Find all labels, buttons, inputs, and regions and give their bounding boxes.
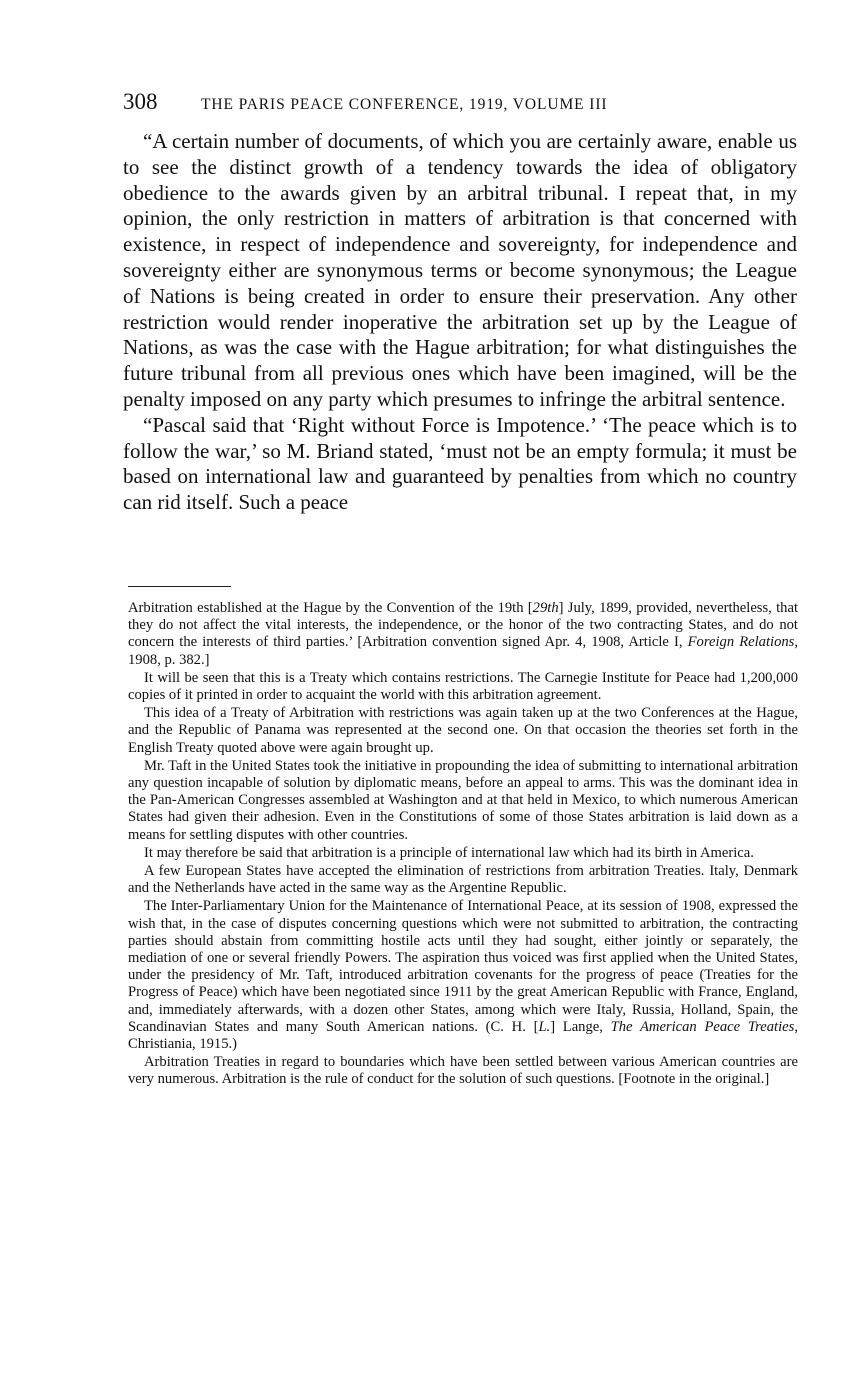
- main-text: [123, 129, 797, 516]
- running-title: THE PARIS PEACE CONFERENCE, 1919, VOLUME III: [201, 96, 608, 113]
- footnote-paragraph: Mr. Taft in the United States took the initiative in propounding the idea of submitting to international arbitration any question incapable of solution by diplomatic means, before an appeal to arms. This was the dominant idea in the Pan-American Congresses assembled at Washington and at that held in Mexico, to which numerous American States had given their adhesion. Even in the Constitutions of some of those States arbitration is laid down as a means for settling disputes with other countries.: [128, 757, 798, 843]
- footnotes: [128, 600, 798, 1090]
- footnote-paragraph: Arbitration Treaties in regard to boundaries which have been settled between various American countries are very numerous. Arbitration is the rule of conduct for the solution of such questions. [Footnote in the original.]: [128, 1054, 798, 1088]
- footnote-paragraph: The Inter-Parliamentary Union for the Maintenance of International Peace, at its session of 1908, expressed the wish that, in the case of disputes concerning questions which were not submitted to arbitration, the contracting parties should abstain from committing hostile acts until they had sought, either jointly or separately, the mediation of one or several friendly Powers. The aspiration thus voiced was first applied when the United States, under the presidency of Mr. Taft, introduced arbitration covenants for the progress of peace (Treaties for the Progress of Peace) which have been negotiated since 1911 by the great American Republic with France, England, and, immediately afterwards, with a dozen other States, among which were Italy, Russia, Holland, Spain, the Scandinavian States and many South American nations. (C. H. [L.] Lange, The American Peace Treaties, Christiania, 1915.): [128, 898, 798, 1053]
- footnote-paragraph: This idea of a Treaty of Arbitration with restrictions was again taken up at the two Conferences at the Hague, and the Republic of Panama was represented at the second one. On that occasion the theories set forth in the English Treaty quoted above were again brought up.: [128, 705, 798, 756]
- page-number: 308: [123, 89, 158, 114]
- footnote-paragraph: It will be seen that this is a Treaty which contains restrictions. The Carnegie Institute for Peace had 1,200,000 copies of it printed in order to acquaint the world with this arbitration agreement.: [128, 669, 798, 704]
- body-paragraph: “A certain number of documents, of which you are certainly aware, enable us to see the distinct growth of a tendency towards the idea of obligatory obedience to the awards given by an arbitral tribunal. I repeat that, in my opinion, the only restriction in matters of arbitration is that concerned with existence, in respect of independence and sovereignty, for independence and sovereignty either are synonymous terms or become synonymous; the League of Nations is being created in order to ensure their preservation. Any other restriction would render inoperative the arbitration set up by the League of Nations, as was the case with the Hague arbitration; for what distinguishes the future tribunal from all previous ones which have been imagined, will be the penalty imposed on any party which presumes to infringe the arbitral sentence.: [123, 129, 797, 411]
- footnote-paragraph: Arbitration established at the Hague by the Convention of the 19th [29th] July, 1899, provided, nevertheless, that they do not affect the vital interests, the independence, or the honor of the two contracting States, and do not concern the interests of third parties.’ [Arbitration convention signed Apr. 4, 1908, Article I, Foreign Relations, 1908, p. 382.]: [128, 600, 799, 668]
- footnote-paragraph: A few European States have accepted the elimination of restrictions from arbitration Treaties. Italy, Denmark and the Netherlands have acted in the same way as the Argentine Republic.: [128, 863, 798, 897]
- running-header: [123, 88, 803, 119]
- footnote-separator: [128, 586, 231, 587]
- footnote-paragraph: It may therefore be said that arbitration is a principle of international law which had its birth in America.: [144, 844, 754, 861]
- body-paragraph: “Pascal said that ‘Right without Force is Impotence.’ ‘The peace which is to follow the war,’ so M. Briand stated, ‘must not be an empty formula; it must be based on international law and guaranteed by penalties from which no country can rid itself. Such a peace: [123, 412, 797, 515]
